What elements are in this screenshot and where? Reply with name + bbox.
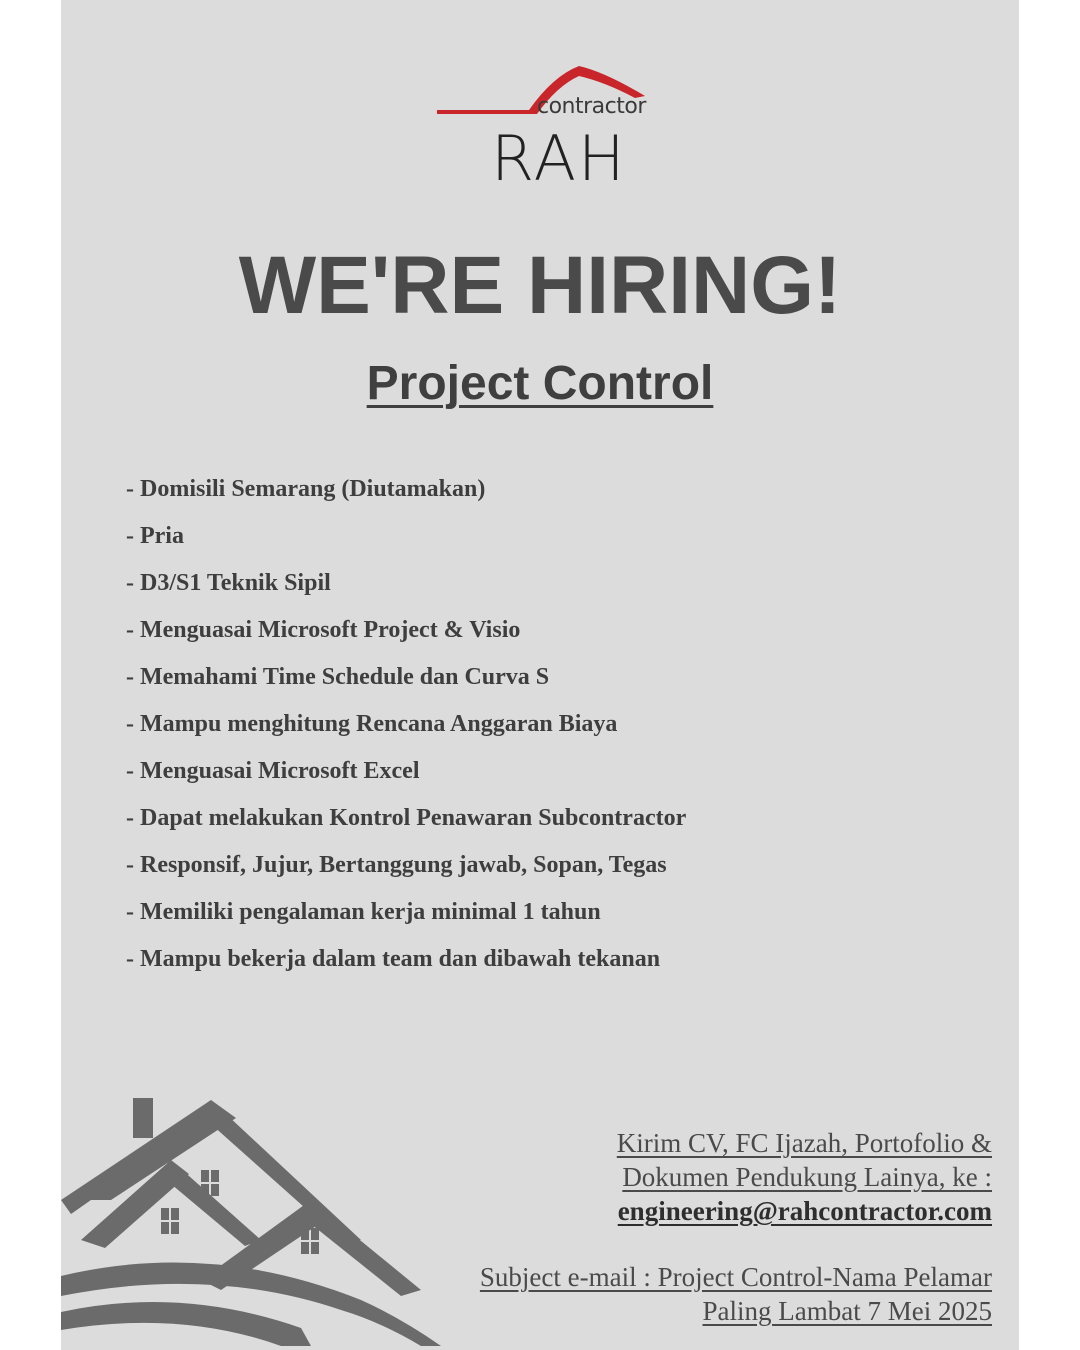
- requirement-item: - Memiliki pengalaman kerja minimal 1 tahun: [126, 899, 601, 925]
- contact-email-link[interactable]: engineering@rahcontractor.com: [617, 1196, 992, 1226]
- contact-gap: [392, 1228, 992, 1260]
- logo-mark: RAH: [491, 122, 627, 195]
- contact-line-1: Kirim CV, FC Ijazah, Portofolio &: [616, 1128, 992, 1158]
- requirement-item: - Memahami Time Schedule dan Curva S: [126, 664, 550, 690]
- requirement-item: - Domisili Semarang (Diutamakan): [126, 476, 486, 502]
- contact-info: [392, 1126, 992, 1328]
- requirement-item: - Mampu bekerja dalam team dan dibawah tekanan: [126, 946, 661, 972]
- company-logo: [433, 58, 653, 198]
- requirement-item: - Responsif, Jujur, Bertanggung jawab, Sopan, Tegas: [126, 852, 667, 878]
- requirement-item: - Pria: [126, 523, 184, 549]
- requirement-item: - D3/S1 Teknik Sipil: [126, 570, 331, 596]
- email-subject-note: Subject e-mail : Project Control-Nama Pelamar: [479, 1262, 992, 1292]
- requirement-item: - Dapat melakukan Kontrol Penawaran Subcontractor: [126, 805, 687, 831]
- position-title: [61, 352, 1019, 416]
- position-title-text: Project Control: [366, 357, 714, 410]
- requirement-item: - Menguasai Microsoft Project & Visio: [126, 617, 521, 643]
- deadline-note: Paling Lambat 7 Mei 2025: [702, 1296, 992, 1326]
- contact-line-2: Dokumen Pendukung Lainya, ke :: [622, 1162, 992, 1192]
- logo-word: contractor: [537, 94, 646, 119]
- headline: WE'RE HIRING!: [238, 240, 842, 331]
- hiring-poster: [61, 0, 1019, 1350]
- requirements-list: [126, 466, 926, 983]
- requirement-item: - Mampu menghitung Rencana Anggaran Biaya: [126, 711, 618, 737]
- requirement-item: - Menguasai Microsoft Excel: [126, 758, 420, 784]
